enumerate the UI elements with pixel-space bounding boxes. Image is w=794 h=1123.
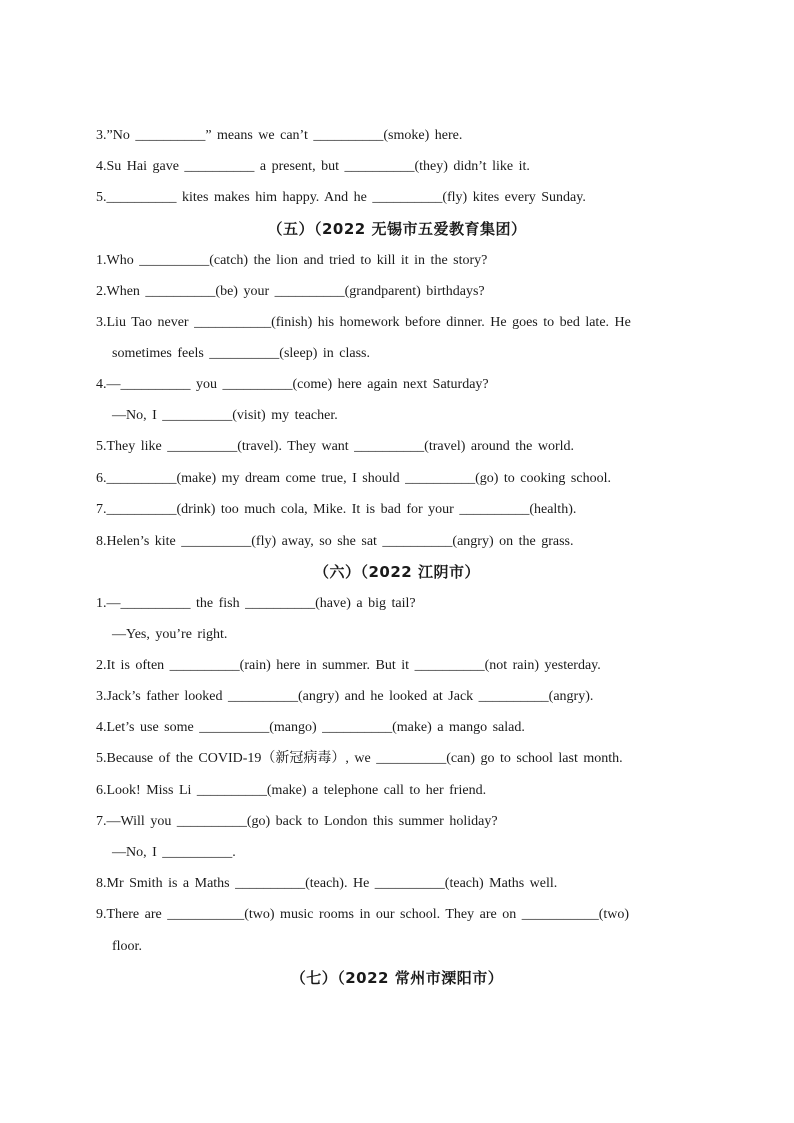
question-line: 5.They like __________(travel). They want __________(travel) around the world.	[96, 439, 575, 454]
section-heading: （七）（2022 常州市溧阳市）	[290, 969, 504, 987]
question-line: 4.Su Hai gave __________ a present, but __________(they) didn’t like it.	[96, 159, 530, 174]
question-line: 7.__________(drink) too much cola, Mike. It is bad for your __________(health).	[96, 502, 577, 517]
section-heading: （六）（2022 江阴市）	[314, 563, 480, 581]
question-line: 4.Let’s use some __________(mango) __________(make) a mango salad.	[96, 720, 525, 735]
answer-line: —Yes, you’re right.	[112, 627, 228, 642]
answer-line: —No, I __________(visit) my teacher.	[112, 408, 338, 423]
question-line: 1.Who __________(catch) the lion and tried to kill it in the story?	[96, 253, 488, 268]
section-heading: （五）（2022 无锡市五爱教育集团）	[267, 220, 527, 238]
question-line-continued: floor.	[112, 939, 142, 954]
question-line: 1.—__________ the fish __________(have) a big tail?	[96, 596, 416, 611]
question-line: 2.When __________(be) your __________(grandparent) birthdays?	[96, 284, 485, 299]
question-line: 8.Mr Smith is a Maths __________(teach). He __________(teach) Maths well.	[96, 876, 558, 891]
question-line: 7.—Will you __________(go) back to London this summer holiday?	[96, 814, 498, 829]
question-line: 4.—__________ you __________(come) here again next Saturday?	[96, 377, 489, 392]
question-line: 2.It is often __________(rain) here in summer. But it __________(not rain) yesterday.	[96, 658, 601, 673]
question-line: 3.”No __________” means we can’t __________(smoke) here.	[96, 128, 463, 143]
question-line: 5.Because of the COVID-19（新冠病毒）, we __________(can) go to school last month.	[96, 751, 623, 766]
question-line: 6.__________(make) my dream come true, I should __________(go) to cooking school.	[96, 471, 611, 486]
answer-line: —No, I __________.	[112, 845, 236, 860]
question-line-continued: sometimes feels __________(sleep) in class.	[112, 346, 371, 361]
question-line: 3.Jack’s father looked __________(angry) and he looked at Jack __________(angry).	[96, 689, 594, 704]
question-line: 5.__________ kites makes him happy. And he __________(fly) kites every Sunday.	[96, 190, 586, 205]
question-line: 6.Look! Miss Li __________(make) a telephone call to her friend.	[96, 783, 487, 798]
question-line: 3.Liu Tao never ___________(finish) his homework before dinner. He goes to bed late. He	[96, 315, 631, 330]
question-line: 9.There are ___________(two) music rooms in our school. They are on ___________(two)	[96, 907, 630, 922]
question-line: 8.Helen’s kite __________(fly) away, so she sat __________(angry) on the grass.	[96, 534, 574, 549]
